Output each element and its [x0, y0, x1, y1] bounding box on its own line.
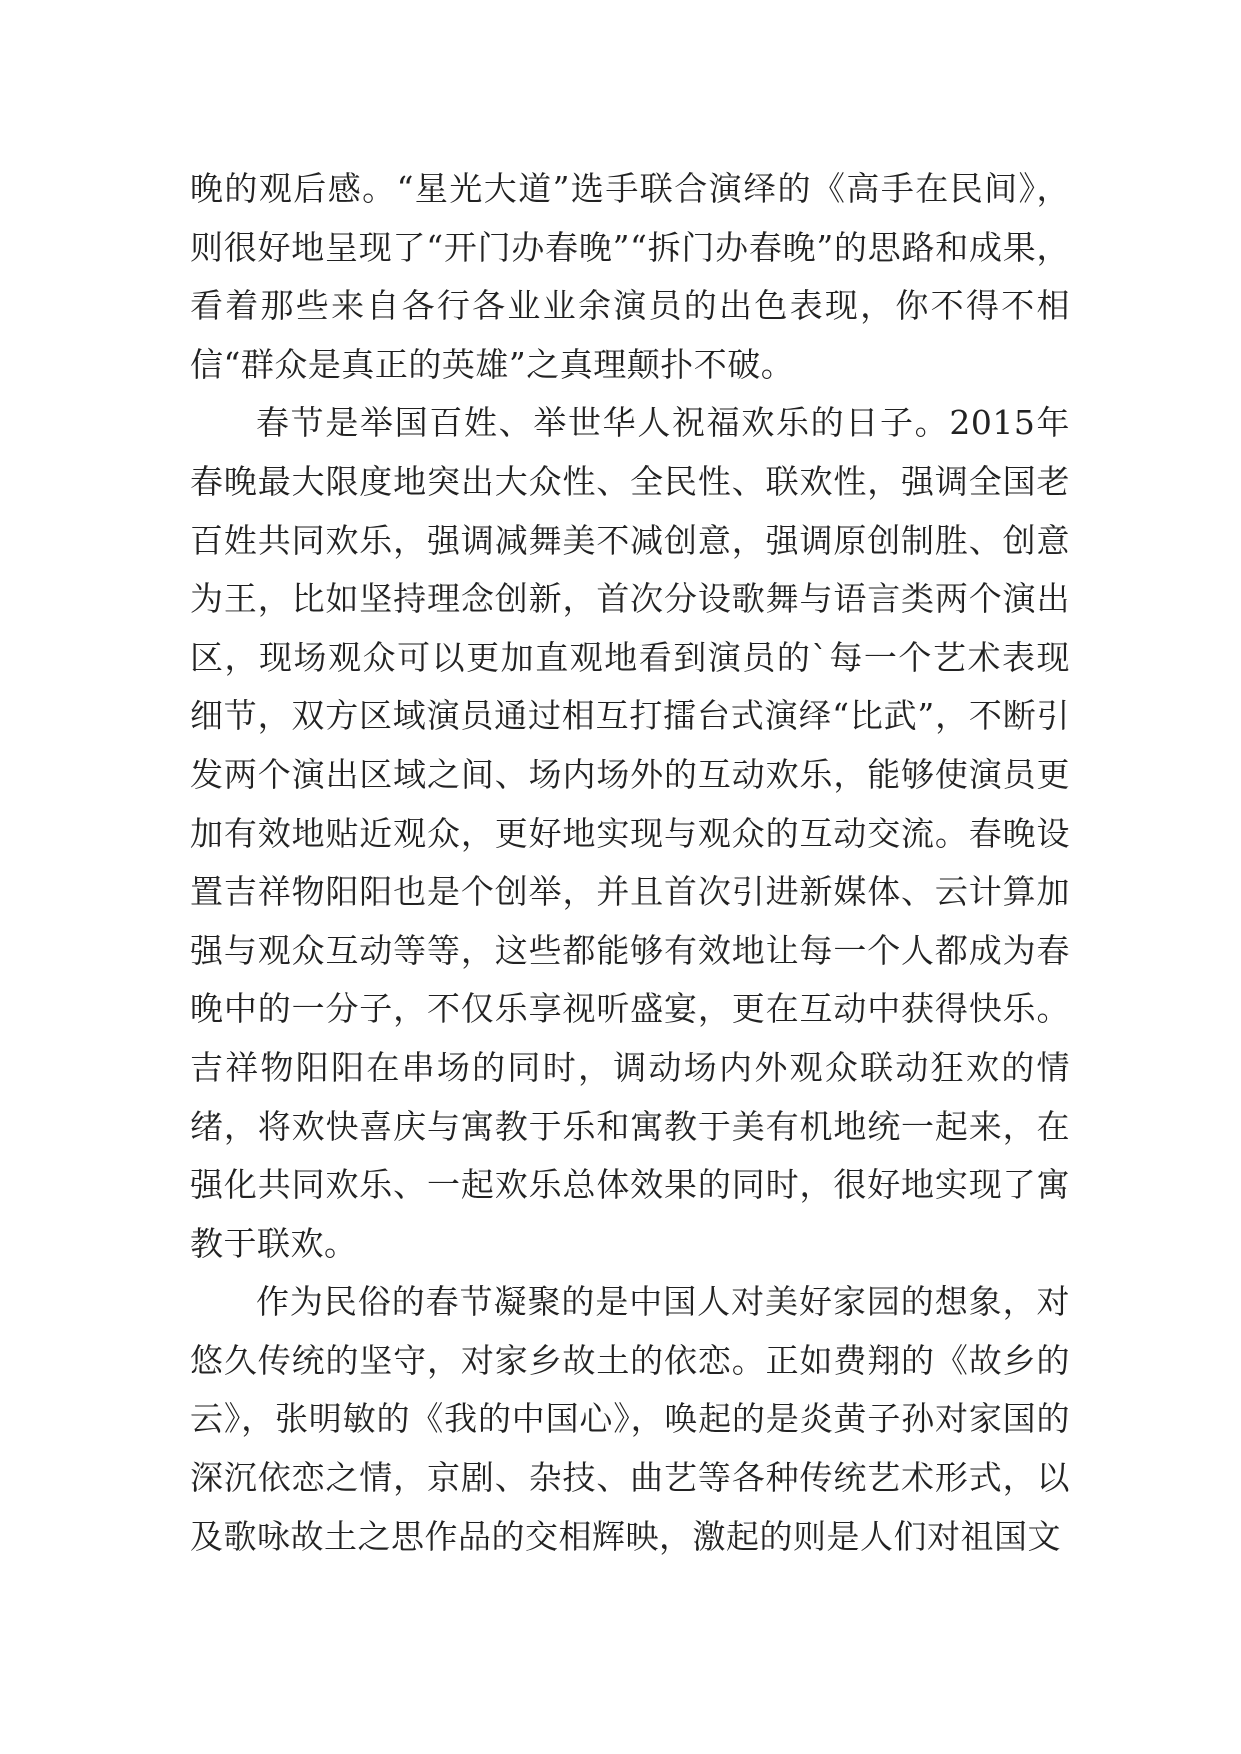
paragraph-spring-festival-gala-2015: 春节是举国百姓、举世华人祝福欢乐的日子。2015年春晚最大限度地突出大众性、全民性、联欢性，强调全国老百姓共同欢乐，强调减舞美不减创意，强调原创制胜、创意为王，比如坚持理念创新，首次分设歌舞与语言类两个演出区，现场观众可以更加直观地看到演员的`每一个艺术表现细节，双方区域演员通过相互打擂台式演绎“比武”，不断引发两个演出区域之间、场内场外的互动欢乐，能够使演员更加有效地贴近观众，更好地实现与观众的互动交流。春晚设置吉祥物阳阳也是个创举，并且首次引进新媒体、云计算加强与观众互动等等，这些都能够有效地让每一个人都成为春晚中的一分子，不仅乐享视听盛宴，更在互动中获得快乐。吉祥物阳阳在串场的同时，调动场内外观众联动狂欢的情绪，将欢快喜庆与寓教于乐和寓教于美有机地统一起来，在强化共同欢乐、一起欢乐总体效果的同时，很好地实现了寓教于联欢。 — [190, 403, 1070, 1263]
document-body — [190, 160, 1070, 1566]
paragraph-continued: 晚的观后感。“星光大道”选手联合演绎的《高手在民间》，则很好地呈现了“开门办春晚”“拆门办春晚”的思路和成果，看着那些来自各行各业业余演员的出色表现，你不得不相信“群众是真正的英雄”之真理颠扑不破。 — [190, 169, 1070, 384]
paragraph-folk-custom-hometown: 作为民俗的春节凝聚的是中国人对美好家园的想象，对悠久传统的坚守，对家乡故土的依恋。正如费翔的《故乡的云》，张明敏的《我的中国心》，唤起的是炎黄子孙对家国的深沉依恋之情，京剧、杂技、曲艺等各种传统艺术形式，以及歌咏故土之思作品的交相辉映，激起的则是人们对祖国文 — [190, 1282, 1070, 1556]
